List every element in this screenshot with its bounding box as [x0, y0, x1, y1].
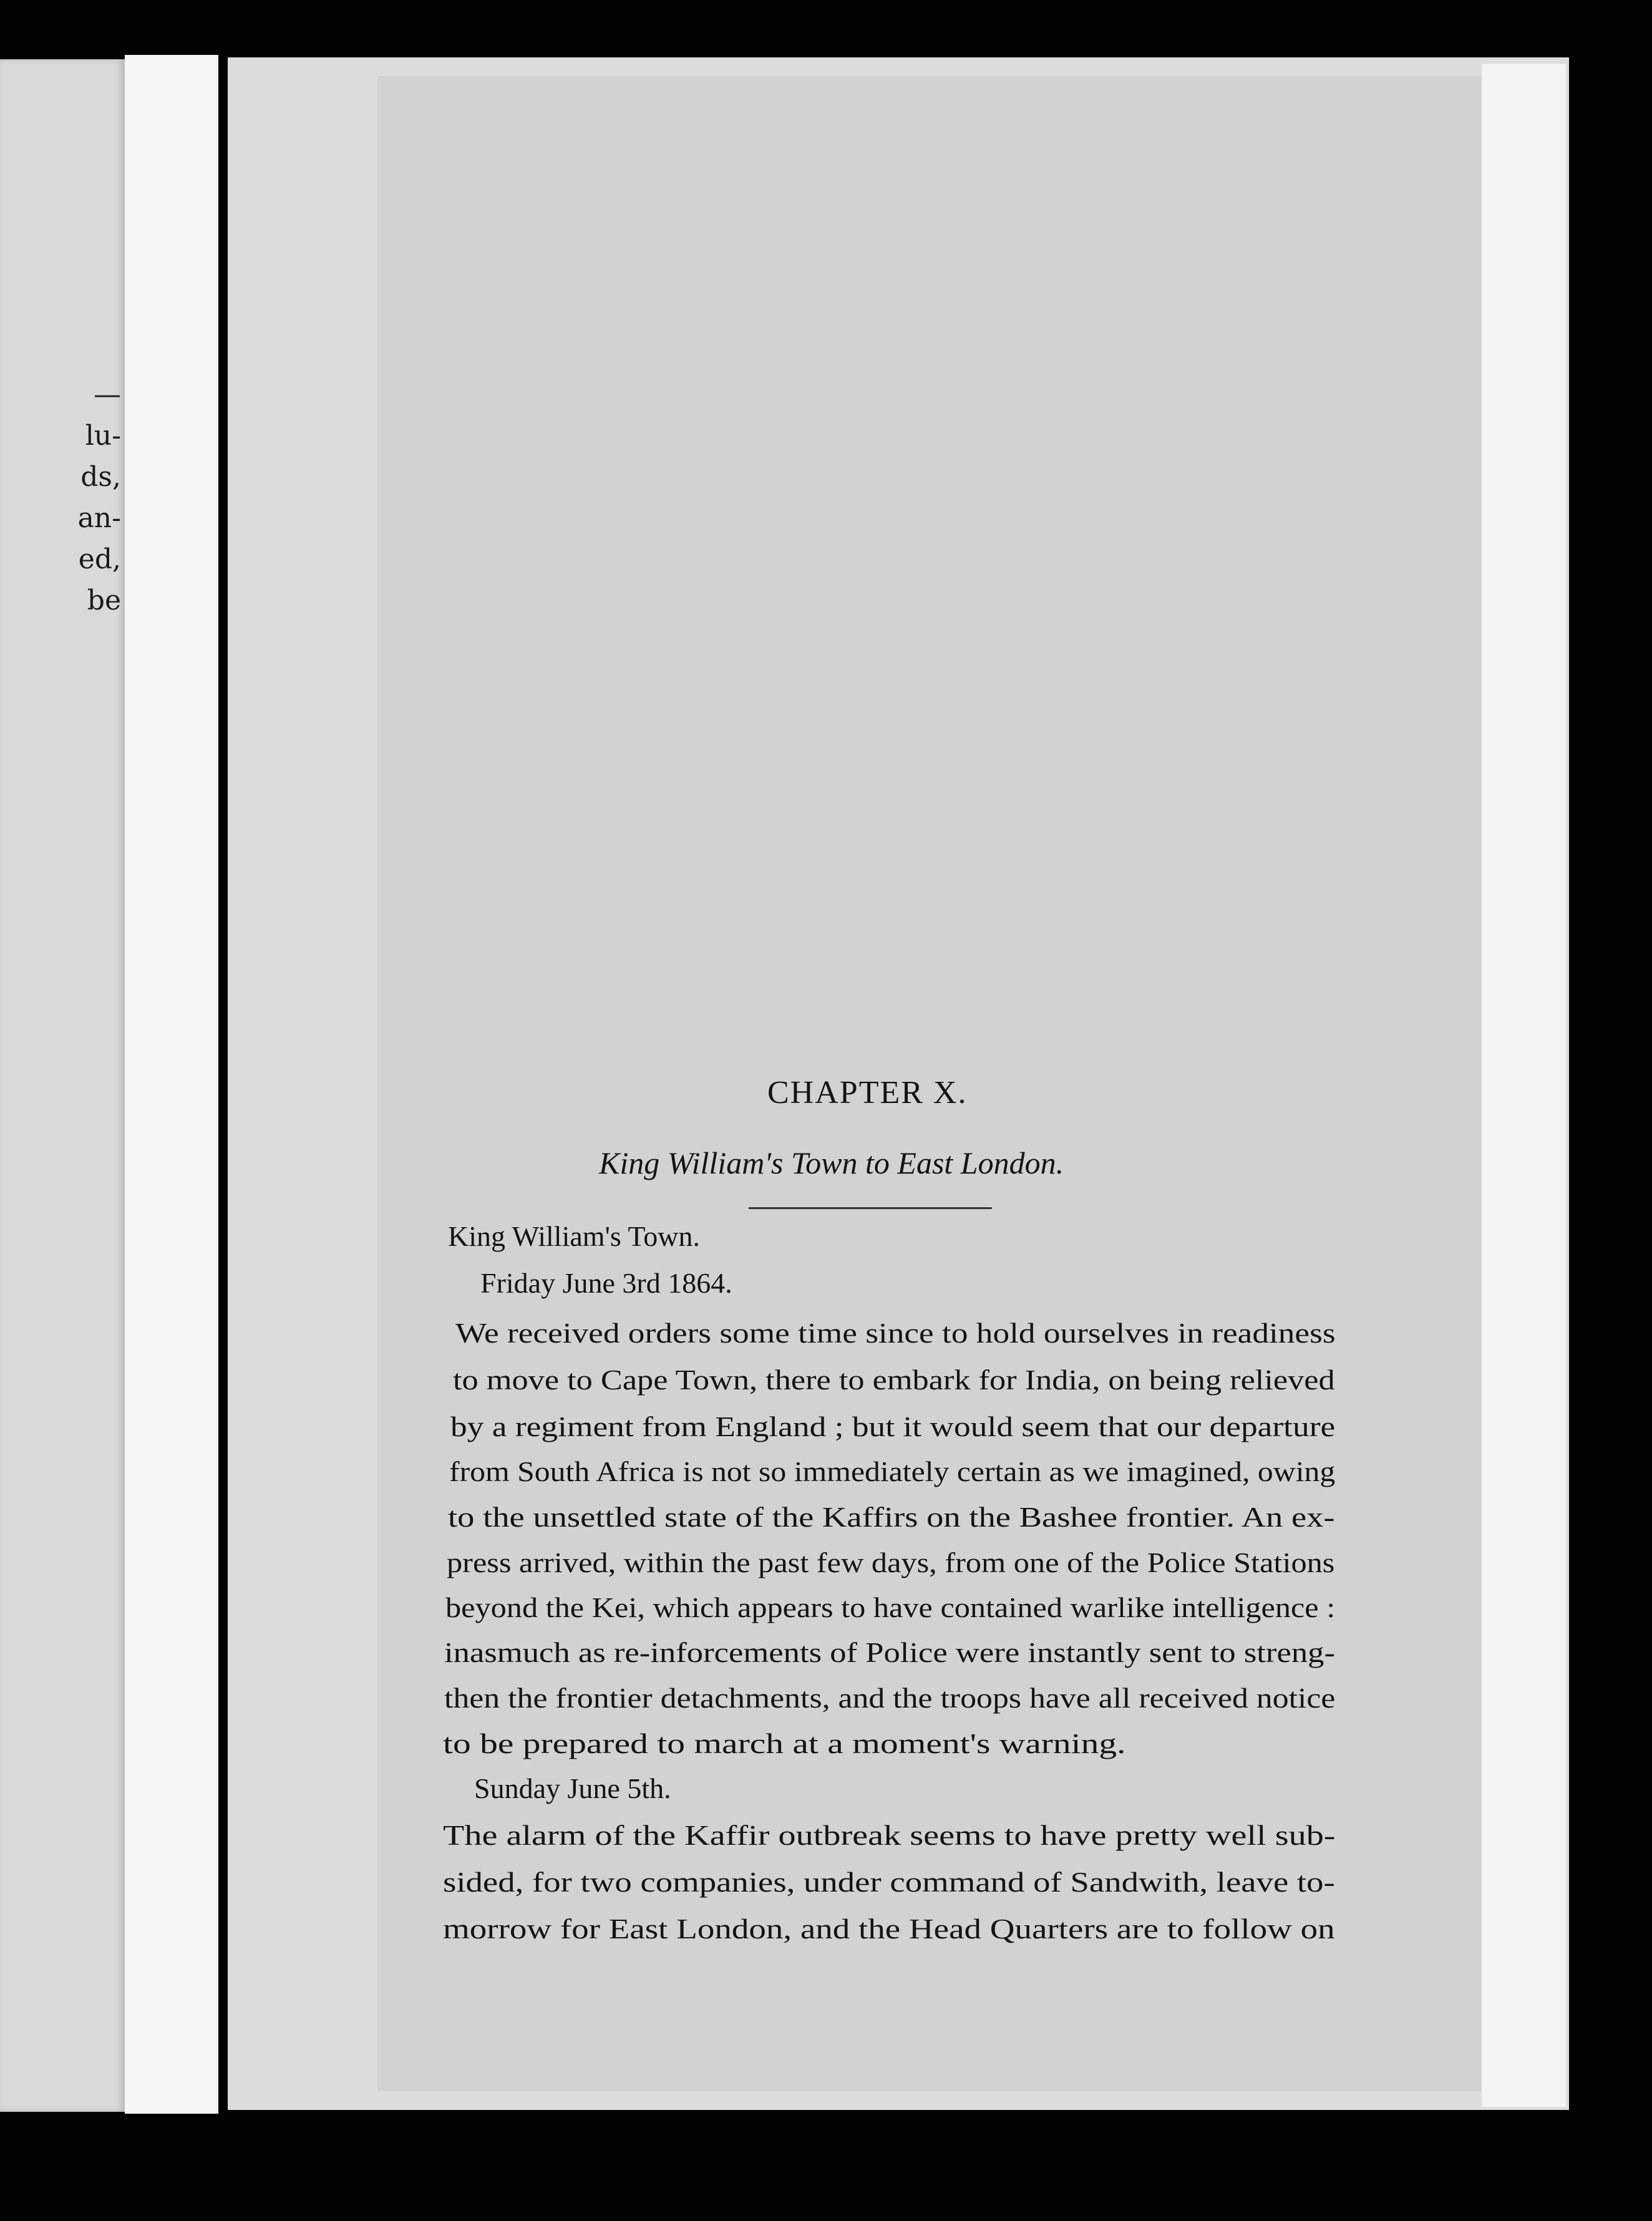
chapter-title: CHAPTER X.	[767, 1075, 968, 1110]
body-line: from South Africa is not so immediately certain as we imagined, owing	[449, 1456, 1336, 1487]
body-line: press arrived, within the past few days, from one of the Police Stations	[447, 1547, 1335, 1578]
body-line: We received orders some time since to hold ourselves in readiness	[455, 1317, 1336, 1349]
title-divider	[749, 1207, 992, 1209]
body-line: to be prepared to march at a moment's warning.	[443, 1728, 1126, 1759]
fragment-line: ed,	[78, 543, 121, 575]
body-line: The alarm of the Kaffir outbreak seems to have pretty well sub-	[443, 1819, 1336, 1851]
fragment-line: ds,	[80, 461, 121, 493]
entry-place: King William's Town.	[448, 1220, 701, 1252]
fragment-line: be	[87, 585, 121, 616]
body-line: morrow for East London, and the Head Quarters are to follow on	[443, 1913, 1335, 1945]
fragment-line: —	[94, 379, 121, 411]
body-line: to the unsettled state of the Kaffirs on the Bashee frontier. An ex-	[448, 1501, 1335, 1533]
chapter-subtitle: King William's Town to East London.	[599, 1145, 1064, 1180]
body-line: by a regiment from England ; but it would seem that our departure	[450, 1411, 1336, 1442]
fragment-line: an-	[77, 502, 121, 534]
body-line: sided, for two companies, under command of Sandwith, leave to-	[443, 1866, 1335, 1898]
body-line: to move to Cape Town, there to embark for India, on being relieved	[453, 1364, 1335, 1396]
entry-date: Friday June 3rd 1864.	[480, 1267, 732, 1299]
body-line: inasmuch as re-inforcements of Police were instantly sent to streng-	[444, 1636, 1335, 1668]
fragment-line: lu-	[85, 420, 121, 452]
entry-date: Sunday June 5th.	[474, 1772, 671, 1804]
body-line: beyond the Kei, which appears to have contained warlike intelligence :	[445, 1592, 1336, 1623]
body-line: then the frontier detachments, and the troops have all received notice	[444, 1682, 1336, 1714]
